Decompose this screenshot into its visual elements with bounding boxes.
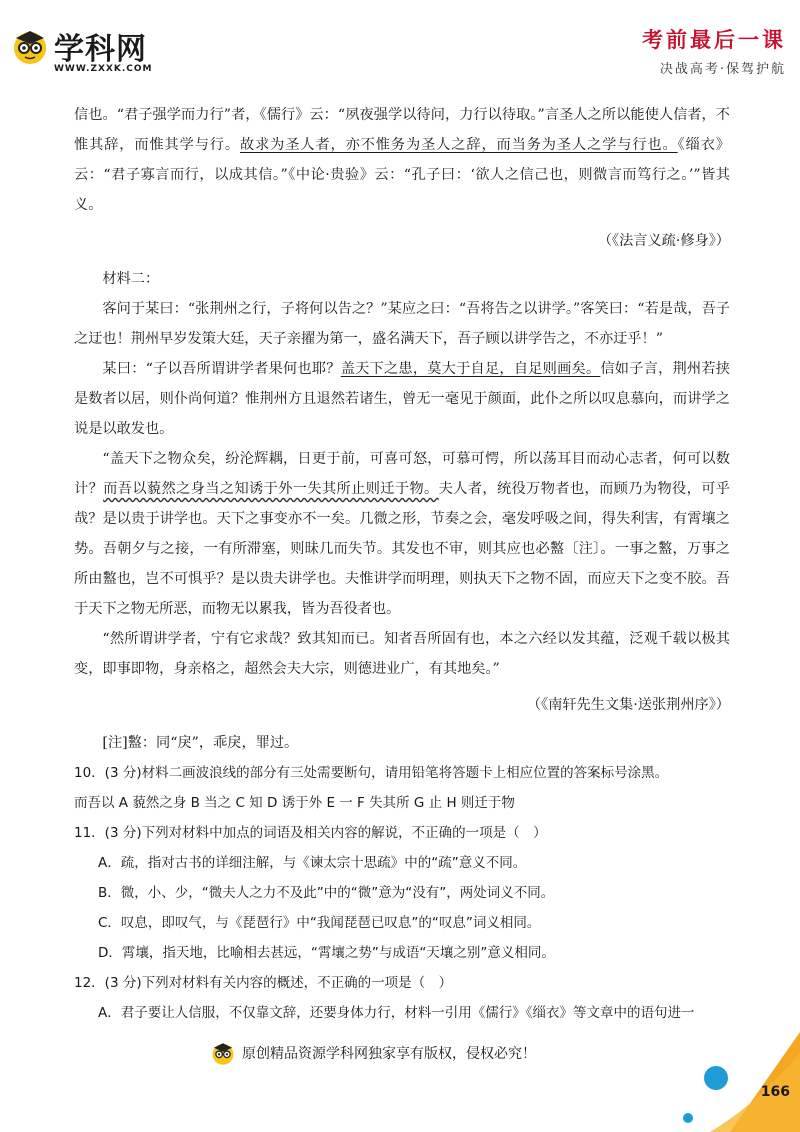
text-span: 《缁衣》云：“君子寡言而行，以成其信。”《中论·贵验》云：“孔子曰：‘欲人之信己也，则微言而笃行之。’”皆其义。 <box>74 137 730 213</box>
source-citation: （《南轩先生文集·送张荆州序》） <box>526 697 730 713</box>
option-b: B．微，小、少，“微夫人之力不及此”中的“微”意为“没有”，两处词义不同。 <box>98 885 555 901</box>
page-number: 166 <box>760 1084 790 1100</box>
underlined-sentence: 盖天下之患，莫大于自足，自足则画矣。 <box>340 361 601 377</box>
header-slogan <box>642 24 786 77</box>
footnote: [注]盭：同“戾”，乖戾，罪过。 <box>102 735 299 751</box>
slogan-sub: 决战高考·保驾护航 <box>659 62 786 77</box>
paragraph <box>74 354 730 444</box>
question-10-sentence: 而吾以 A 藐然之身 B 当之 C 知 D 诱于外 E 一 F 失其所 G 止 H 则迁于物 <box>74 795 515 811</box>
site-logo[interactable] <box>10 22 180 78</box>
logo-text: 学科网 <box>54 32 147 67</box>
material-title: 材料二： <box>102 271 160 287</box>
paragraph <box>74 100 730 220</box>
text-span: 某曰：“子以吾所谓讲学者果何也耶？ <box>102 361 341 377</box>
mascot-icon <box>210 1040 236 1066</box>
text-span: 信也。“君子强学而力行”者，《儒行》云：“夙夜强学以待问，力行以待取。”言圣人之所以能使人信者，不惟其辞，而惟其学与行。 <box>74 107 730 153</box>
option-c: C．叹息，即叹气，与《琵琶行》中“我闻琵琶已叹息”的“叹息”词义相同。 <box>98 915 541 931</box>
option-d: D．霄壤，指天地，比喻相去甚远，“霄壤之势”与成语“天壤之别”意义相同。 <box>98 945 555 961</box>
source-citation: （《法言义疏·修身》） <box>597 233 730 249</box>
question-12: 12．(3 分)下列对材料有关内容的概述，不正确的一项是（ ） <box>74 975 453 991</box>
logo-url: WWW.ZXXK.COM <box>54 64 153 74</box>
mascot-icon <box>10 26 50 66</box>
text-span: 夫人者，统役万物者也，而顾乃为物役，可乎哉？是以贵于讲学也。天下之事变亦不一矣。几微之形，节奏之会，毫发呼吸之间，得失利害，有霄壤之势。吾朝夕与之接，一有所滞塞，则昧几而失节。其发也不审，则其应也必盭〔注〕。一事之盭，万事之所由盭也，岂不可惧乎？是以贵夫讲学也。夫惟讲学而明理，则执天下之物不固，而应天下之变不胶。吾于天下之物无所恶，而物无以累我，皆为吾役者也。 <box>74 481 730 617</box>
slogan-main: 考前最后一课 <box>642 27 786 52</box>
document-body <box>74 100 730 1028</box>
underlined-sentence: 故求为圣人者，亦不惟务为圣人之辞，而当务为圣人之学与行也。 <box>240 137 678 153</box>
text-span: 信如子言，荆州若挟是数者以居，则仆尚何道？惟荆州方且退然若诸生，曾无一毫见于颜面，此仆之所以叹息慕向，而讲学之说是以敢发也。 <box>74 361 730 437</box>
option-a: A．疏，指对古书的详细注解，与《谏太宗十思疏》中的“疏”意义不同。 <box>98 855 527 871</box>
copyright-text: 原创精品资源学科网独家享有版权，侵权必究！ <box>242 1046 536 1062</box>
paragraph <box>74 444 730 624</box>
option-a: A．君子要让人信服，不仅靠文辞，还要身体力行，材料一引用《儒行》《缁衣》等文章中的语句进一 <box>98 1005 695 1021</box>
corner-decoration <box>670 992 800 1132</box>
question-10: 10．(3 分)材料二画波浪线的部分有三处需要断句，请用铅笔将答题卡上相应位置的答案标号涂黑。 <box>74 765 669 781</box>
paragraph: 客问于某曰：“张荆州之行，子将何以告之？”某应之曰：“吾将告之以讲学。”客笑曰：“若是哉，吾子之迂也！荆州早岁发策大廷，天子亲擢为第一，盛名满天下，吾子顾以讲学告之，不亦迂乎！” <box>74 301 730 347</box>
paragraph: “然所谓讲学者，宁有它求哉？致其知而已。知者吾所固有也，本之六经以发其蕴，泛观千载以极其变，即事即物，身亲格之，超然会夫大宗，则德进业广，有其地矣。” <box>74 631 730 677</box>
wavy-underlined-sentence: 而吾以藐然之身当之知诱于外一失其所止则迁于物。 <box>103 481 439 497</box>
copyright-notice <box>210 1040 536 1066</box>
text-span: “盖天下之物众矣，纷沦辉耦，日更于前，可喜可怒，可慕可愕，所以荡耳目而动心志者，何可以数计？ <box>74 451 730 497</box>
question-11: 11．(3 分)下列对材料中加点的词语及相关内容的解说，不正确的一项是（ ） <box>74 825 547 841</box>
